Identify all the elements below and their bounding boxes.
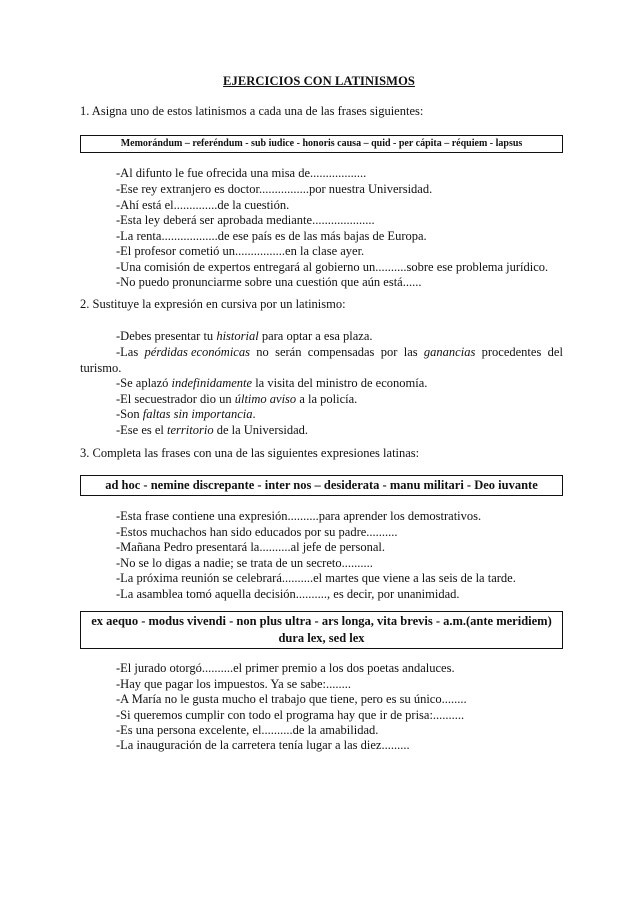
s1-sentence-3: -Ahí está el..............de la cuestión. — [116, 198, 290, 212]
s3-sentence-4: -No se lo digas a nadie; se trata de un secreto.......... — [116, 556, 373, 570]
document-title: EJERCICIOS CON LATINISMOS — [223, 74, 415, 88]
expression-box-2-line-2: dura lex, sed lex — [278, 631, 365, 645]
s2-sentence-5: -Son faltas sin importancia. — [116, 407, 256, 421]
s3-sentence-2: -Estos muchachos han sido educados por su padre.......... — [116, 525, 398, 539]
section-3-heading: 3. Completa las frases con una de las siguientes expresiones latinas: — [80, 446, 420, 460]
s1-sentence-2: -Ese rey extranjero es doctor................por nuestra Universidad. — [116, 182, 433, 196]
s3-sentence-12: -La inauguración de la carretera tenía lugar a las diez......... — [116, 738, 410, 752]
s3-sentence-5: -La próxima reunión se celebrará..........el martes que viene a las seis de la tarde. — [116, 571, 516, 585]
s2-sentence-4: -El secuestrador dio un último aviso a la policía. — [116, 392, 358, 406]
s1-sentence-6: -El profesor cometió un................en la clase ayer. — [116, 244, 365, 258]
section-1-word-box: Memorándum – referéndum - sub iudice - honoris causa – quid - per cápita – réquiem - lapsus — [80, 135, 563, 153]
s3-sentence-8: -Hay que pagar los impuestos. Ya se sabe:........ — [116, 677, 352, 691]
section-1-heading: 1. Asigna uno de estos latinismos a cada una de las frases siguientes: — [80, 104, 424, 118]
expression-box-2-line-1: ex aequo - modus vivendi - non plus ultra - ars longa, vita brevis - a.m.(ante meridiem) — [91, 614, 552, 628]
s2-sentence-1: -Debes presentar tu historial para optar a esa plaza. — [116, 329, 373, 343]
s1-sentence-7: -Una comisión de expertos entregará al gobierno un..........sobre ese problema jurídico. — [116, 260, 549, 274]
s3-sentence-9: -A María no le gusta mucho el trabajo que tiene, pero es su único........ — [116, 692, 467, 706]
s3-sentence-1: -Esta frase contiene una expresión..........para aprender los demostrativos. — [116, 509, 482, 523]
s2-sentence-2-continued: turismo. — [80, 361, 122, 375]
s1-sentence-5: -La renta..................de ese país es de las más bajas de Europa. — [116, 229, 427, 243]
section-2-heading: 2. Sustituye la expresión en cursiva por un latinismo: — [80, 297, 346, 311]
s2-sentence-2: -Las pérdidas económicas no serán compensadas por las ganancias procedentes del — [116, 345, 563, 359]
s2-sentence-6: -Ese es el territorio de la Universidad. — [116, 423, 308, 437]
s2-sentence-3: -Se aplazó indefinidamente la visita del ministro de economía. — [116, 376, 428, 390]
s1-sentence-4: -Esta ley deberá ser aprobada mediante.................... — [116, 213, 375, 227]
s3-sentence-6: -La asamblea tomó aquella decisión.........., es decir, por unanimidad. — [116, 587, 460, 601]
s1-sentence-1: -Al difunto le fue ofrecida una misa de.................. — [116, 166, 367, 180]
s3-sentence-11: -Es una persona excelente, el..........de la amabilidad. — [116, 723, 379, 737]
s1-sentence-8: -No puedo pronunciarme sobre una cuestión que aún está...... — [116, 275, 422, 289]
s3-sentence-7: -El jurado otorgó..........el primer premio a los dos poetas andaluces. — [116, 661, 455, 675]
section-3-expression-box-1: ad hoc - nemine discrepante - inter nos – desiderata - manu militari - Deo iuvante — [80, 475, 563, 496]
s3-sentence-10: -Si queremos cumplir con todo el programa hay que ir de prisa:.......... — [116, 708, 465, 722]
s3-sentence-3: -Mañana Pedro presentará la..........al jefe de personal. — [116, 540, 385, 554]
section-3-expression-box-2 — [80, 611, 563, 649]
